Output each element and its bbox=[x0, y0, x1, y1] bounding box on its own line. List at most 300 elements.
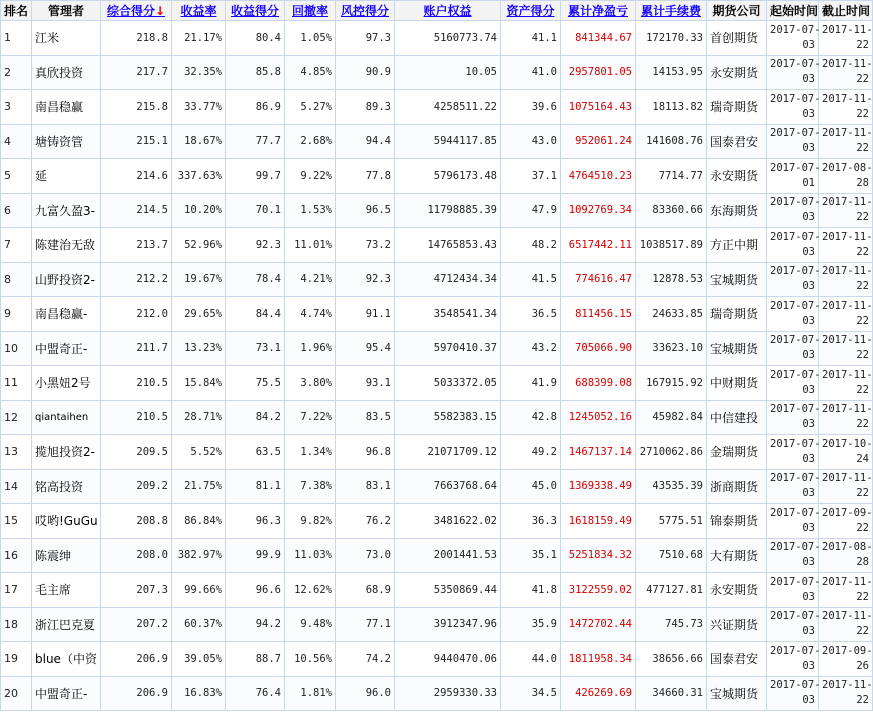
risk-score: 73.2 bbox=[336, 228, 395, 263]
return-score: 92.3 bbox=[226, 228, 285, 263]
header-label: 风控得分 bbox=[340, 4, 389, 18]
composite-score: 215.8 bbox=[101, 90, 172, 125]
composite-score: 206.9 bbox=[101, 642, 172, 677]
risk-score: 73.0 bbox=[336, 538, 395, 573]
manager-name[interactable]: 江米 bbox=[32, 21, 101, 56]
net-pnl: 2957801.05 bbox=[561, 55, 636, 90]
drawdown-rate: 1.05% bbox=[285, 21, 336, 56]
manager-name[interactable]: 哎哟!GuGu bbox=[32, 504, 101, 539]
start-date: 2017-07- 03 bbox=[767, 538, 819, 573]
table-row bbox=[1, 504, 873, 539]
risk-score: 77.1 bbox=[336, 607, 395, 642]
net-pnl: 1472702.44 bbox=[561, 607, 636, 642]
end-date: 2017-09- 26 bbox=[819, 642, 873, 677]
cumulative-fee: 172170.33 bbox=[636, 21, 707, 56]
table-row bbox=[1, 676, 873, 711]
asset-score: 49.2 bbox=[501, 435, 561, 470]
asset-score: 47.9 bbox=[501, 193, 561, 228]
asset-score: 35.1 bbox=[501, 538, 561, 573]
net-pnl: 426269.69 bbox=[561, 676, 636, 711]
end-date: 2017-11- 22 bbox=[819, 607, 873, 642]
cumulative-fee: 14153.95 bbox=[636, 55, 707, 90]
rank-cell: 10 bbox=[1, 331, 32, 366]
end-date: 2017-09- 22 bbox=[819, 504, 873, 539]
futures-company: 大有期货 bbox=[707, 538, 767, 573]
return-rate: 382.97% bbox=[172, 538, 226, 573]
manager-name[interactable]: 中盟奇正- bbox=[32, 331, 101, 366]
return-score: 75.5 bbox=[226, 366, 285, 401]
return-score: 88.7 bbox=[226, 642, 285, 677]
asset-score: 41.0 bbox=[501, 55, 561, 90]
risk-score: 83.1 bbox=[336, 469, 395, 504]
return-score: 99.7 bbox=[226, 159, 285, 194]
end-date: 2017-08- 28 bbox=[819, 538, 873, 573]
risk-score: 96.0 bbox=[336, 676, 395, 711]
drawdown-rate: 11.03% bbox=[285, 538, 336, 573]
end-date: 2017-11- 22 bbox=[819, 55, 873, 90]
manager-name[interactable]: 山野投资2- bbox=[32, 262, 101, 297]
table-row bbox=[1, 21, 873, 56]
table-row bbox=[1, 331, 873, 366]
net-pnl: 705066.90 bbox=[561, 331, 636, 366]
risk-score: 89.3 bbox=[336, 90, 395, 125]
drawdown-rate: 4.85% bbox=[285, 55, 336, 90]
risk-score: 83.5 bbox=[336, 400, 395, 435]
start-date: 2017-07- 03 bbox=[767, 193, 819, 228]
end-date: 2017-11- 22 bbox=[819, 331, 873, 366]
risk-score-header[interactable] bbox=[336, 1, 395, 21]
return-score: 86.9 bbox=[226, 90, 285, 125]
asset-score: 43.0 bbox=[501, 124, 561, 159]
table-row bbox=[1, 55, 873, 90]
manager-name[interactable]: 真欣投资 bbox=[32, 55, 101, 90]
start-date: 2017-07- 03 bbox=[767, 124, 819, 159]
header-label: 累计净盈亏 bbox=[567, 4, 628, 18]
composite-score: 210.5 bbox=[101, 366, 172, 401]
return-score: 96.3 bbox=[226, 504, 285, 539]
risk-score: 96.5 bbox=[336, 193, 395, 228]
header-label: 资产得分 bbox=[506, 4, 555, 18]
return-rate: 16.83% bbox=[172, 676, 226, 711]
header-label: 账户权益 bbox=[423, 4, 472, 18]
net-pnl: 5251834.32 bbox=[561, 538, 636, 573]
return-rate-header[interactable] bbox=[172, 1, 226, 21]
return-rate: 5.52% bbox=[172, 435, 226, 470]
return-rate: 13.23% bbox=[172, 331, 226, 366]
header-label: 累计手续费 bbox=[640, 4, 701, 18]
end-date: 2017-11- 22 bbox=[819, 366, 873, 401]
start-date: 2017-07- 03 bbox=[767, 504, 819, 539]
header-label: 排名 bbox=[4, 4, 29, 18]
table-body bbox=[1, 21, 873, 711]
asset-score: 43.2 bbox=[501, 331, 561, 366]
net-pnl: 4764510.23 bbox=[561, 159, 636, 194]
account-equity: 2001441.53 bbox=[395, 538, 501, 573]
rank-cell: 9 bbox=[1, 297, 32, 332]
composite-score: 206.9 bbox=[101, 676, 172, 711]
end-date: 2017-11- 22 bbox=[819, 228, 873, 263]
net-pnl: 1811958.34 bbox=[561, 642, 636, 677]
header-label: 起始时间 bbox=[770, 4, 819, 18]
table-row bbox=[1, 538, 873, 573]
net-pnl: 774616.47 bbox=[561, 262, 636, 297]
return-rate: 19.67% bbox=[172, 262, 226, 297]
futures-company: 永安期货 bbox=[707, 573, 767, 608]
risk-score: 92.3 bbox=[336, 262, 395, 297]
return-rate: 337.63% bbox=[172, 159, 226, 194]
header-label: 收益率 bbox=[180, 4, 217, 18]
risk-score: 90.9 bbox=[336, 55, 395, 90]
rank-cell: 3 bbox=[1, 90, 32, 125]
futures-company: 中财期货 bbox=[707, 366, 767, 401]
table-row bbox=[1, 469, 873, 504]
return-score: 85.8 bbox=[226, 55, 285, 90]
risk-score: 68.9 bbox=[336, 573, 395, 608]
asset-score: 35.9 bbox=[501, 607, 561, 642]
drawdown-rate: 7.38% bbox=[285, 469, 336, 504]
manager-name[interactable]: 毛主席 bbox=[32, 573, 101, 608]
account-equity: 14765853.43 bbox=[395, 228, 501, 263]
manager-name[interactable]: 延 bbox=[32, 159, 101, 194]
manager-name[interactable]: 陈震绅 bbox=[32, 538, 101, 573]
asset-score: 37.1 bbox=[501, 159, 561, 194]
composite-score: 208.0 bbox=[101, 538, 172, 573]
start-date: 2017-07- 01 bbox=[767, 159, 819, 194]
start-date: 2017-07- 03 bbox=[767, 573, 819, 608]
end-date: 2017-11- 22 bbox=[819, 573, 873, 608]
cumulative-fee: 34660.31 bbox=[636, 676, 707, 711]
futures-company: 永安期货 bbox=[707, 55, 767, 90]
start-date: 2017-07- 03 bbox=[767, 676, 819, 711]
start-date: 2017-07- 03 bbox=[767, 469, 819, 504]
futures-company: 首创期货 bbox=[707, 21, 767, 56]
futures-company: 瑞奇期货 bbox=[707, 297, 767, 332]
asset-score: 34.5 bbox=[501, 676, 561, 711]
cumulative-fee: 7510.68 bbox=[636, 538, 707, 573]
net-pnl: 1467137.14 bbox=[561, 435, 636, 470]
cumulative-fee: 745.73 bbox=[636, 607, 707, 642]
table-row bbox=[1, 366, 873, 401]
futures-company: 永安期货 bbox=[707, 159, 767, 194]
manager-name[interactable]: 塘铸资管 bbox=[32, 124, 101, 159]
return-score: 81.1 bbox=[226, 469, 285, 504]
cumulative-fee: 2710062.86 bbox=[636, 435, 707, 470]
futures-company: 国泰君安 bbox=[707, 124, 767, 159]
rank-cell: 14 bbox=[1, 469, 32, 504]
drawdown-rate: 1.81% bbox=[285, 676, 336, 711]
table-row bbox=[1, 124, 873, 159]
return-rate: 21.17% bbox=[172, 21, 226, 56]
drawdown-rate: 5.27% bbox=[285, 90, 336, 125]
net-pnl: 1075164.43 bbox=[561, 90, 636, 125]
rank-cell: 19 bbox=[1, 642, 32, 677]
composite-score: 207.3 bbox=[101, 573, 172, 608]
start-date: 2017-07- 03 bbox=[767, 642, 819, 677]
asset-score: 36.5 bbox=[501, 297, 561, 332]
start-date: 2017-07- 03 bbox=[767, 435, 819, 470]
futures-company: 浙商期货 bbox=[707, 469, 767, 504]
rank-cell: 17 bbox=[1, 573, 32, 608]
composite-score: 209.2 bbox=[101, 469, 172, 504]
asset-score: 41.8 bbox=[501, 573, 561, 608]
return-rate: 15.84% bbox=[172, 366, 226, 401]
cumulative-fee: 18113.82 bbox=[636, 90, 707, 125]
rank-cell: 13 bbox=[1, 435, 32, 470]
composite-score: 211.7 bbox=[101, 331, 172, 366]
return-score: 77.7 bbox=[226, 124, 285, 159]
asset-score: 48.2 bbox=[501, 228, 561, 263]
account-equity: 5796173.48 bbox=[395, 159, 501, 194]
rank-header bbox=[1, 1, 32, 21]
account-equity: 7663768.64 bbox=[395, 469, 501, 504]
account-equity: 4258511.22 bbox=[395, 90, 501, 125]
start-date: 2017-07- 03 bbox=[767, 228, 819, 263]
account-equity: 5350869.44 bbox=[395, 573, 501, 608]
cumulative-fee: 43535.39 bbox=[636, 469, 707, 504]
composite-score: 212.2 bbox=[101, 262, 172, 297]
return-score: 80.4 bbox=[226, 21, 285, 56]
net-pnl: 841344.67 bbox=[561, 21, 636, 56]
return-score: 73.1 bbox=[226, 331, 285, 366]
return-score: 96.6 bbox=[226, 573, 285, 608]
composite-score: 210.5 bbox=[101, 400, 172, 435]
rank-cell: 5 bbox=[1, 159, 32, 194]
composite-score: 212.0 bbox=[101, 297, 172, 332]
return-score: 78.4 bbox=[226, 262, 285, 297]
table-row bbox=[1, 193, 873, 228]
table-row bbox=[1, 400, 873, 435]
composite-score: 209.5 bbox=[101, 435, 172, 470]
account-equity: 21071709.12 bbox=[395, 435, 501, 470]
cumulative-fee: 477127.81 bbox=[636, 573, 707, 608]
table-row bbox=[1, 642, 873, 677]
asset-score: 39.6 bbox=[501, 90, 561, 125]
return-score-header[interactable] bbox=[226, 1, 285, 21]
return-rate: 99.66% bbox=[172, 573, 226, 608]
start-date: 2017-07- 03 bbox=[767, 90, 819, 125]
drawdown-rate: 9.48% bbox=[285, 607, 336, 642]
header-label: 管理者 bbox=[47, 4, 84, 18]
asset-score-header[interactable] bbox=[501, 1, 561, 21]
futures-company: 方正中期 bbox=[707, 228, 767, 263]
account-equity: 5970410.37 bbox=[395, 331, 501, 366]
end-date: 2017-11- 22 bbox=[819, 124, 873, 159]
end-time-header bbox=[819, 1, 873, 21]
cumulative-fee: 7714.77 bbox=[636, 159, 707, 194]
composite-score: 213.7 bbox=[101, 228, 172, 263]
manager-name[interactable]: 中盟奇正- bbox=[32, 676, 101, 711]
futures-company: 兴证期货 bbox=[707, 607, 767, 642]
header-label: 截止时间 bbox=[822, 4, 871, 18]
return-rate: 32.35% bbox=[172, 55, 226, 90]
drawdown-rate: 1.53% bbox=[285, 193, 336, 228]
start-date: 2017-07- 03 bbox=[767, 262, 819, 297]
composite-score: 218.8 bbox=[101, 21, 172, 56]
manager-name[interactable]: qiantaihen bbox=[32, 400, 101, 435]
risk-score: 97.3 bbox=[336, 21, 395, 56]
start-date: 2017-07- 03 bbox=[767, 331, 819, 366]
manager-name[interactable]: 南昌稳赢 bbox=[32, 90, 101, 125]
manager-name[interactable]: 九富久盈3- bbox=[32, 193, 101, 228]
drawdown-rate: 2.68% bbox=[285, 124, 336, 159]
start-date: 2017-07- 03 bbox=[767, 607, 819, 642]
rank-cell: 6 bbox=[1, 193, 32, 228]
rank-cell: 12 bbox=[1, 400, 32, 435]
composite-score: 214.6 bbox=[101, 159, 172, 194]
risk-score: 94.4 bbox=[336, 124, 395, 159]
account-equity: 10.05 bbox=[395, 55, 501, 90]
header-row bbox=[1, 1, 873, 21]
end-date: 2017-11- 22 bbox=[819, 193, 873, 228]
drawdown-header[interactable] bbox=[285, 1, 336, 21]
cumulative-fee: 45982.84 bbox=[636, 400, 707, 435]
futures-company: 锦泰期货 bbox=[707, 504, 767, 539]
composite-score: 215.1 bbox=[101, 124, 172, 159]
rank-cell: 11 bbox=[1, 366, 32, 401]
fee-header[interactable] bbox=[636, 1, 707, 21]
table-row bbox=[1, 607, 873, 642]
rank-cell: 7 bbox=[1, 228, 32, 263]
net-pnl: 3122559.02 bbox=[561, 573, 636, 608]
futures-company-header bbox=[707, 1, 767, 21]
manager-name[interactable]: 浙江巴克夏 bbox=[32, 607, 101, 642]
table-row bbox=[1, 573, 873, 608]
asset-score: 41.9 bbox=[501, 366, 561, 401]
rank-cell: 2 bbox=[1, 55, 32, 90]
return-score: 84.4 bbox=[226, 297, 285, 332]
net-pnl: 952061.24 bbox=[561, 124, 636, 159]
drawdown-rate: 9.82% bbox=[285, 504, 336, 539]
header-label: 期货公司 bbox=[712, 4, 761, 18]
account-equity: 3481622.02 bbox=[395, 504, 501, 539]
rank-cell: 1 bbox=[1, 21, 32, 56]
rank-cell: 20 bbox=[1, 676, 32, 711]
net-pnl: 688399.08 bbox=[561, 366, 636, 401]
return-rate: 60.37% bbox=[172, 607, 226, 642]
manager-name[interactable]: 铭高投资 bbox=[32, 469, 101, 504]
risk-score: 95.4 bbox=[336, 331, 395, 366]
composite-score: 217.7 bbox=[101, 55, 172, 90]
account-equity: 5160773.74 bbox=[395, 21, 501, 56]
header-label: 收益得分 bbox=[230, 4, 279, 18]
table-row bbox=[1, 90, 873, 125]
table-row bbox=[1, 435, 873, 470]
return-score: 84.2 bbox=[226, 400, 285, 435]
net-pnl-header[interactable] bbox=[561, 1, 636, 21]
account-equity: 5033372.05 bbox=[395, 366, 501, 401]
rank-cell: 4 bbox=[1, 124, 32, 159]
risk-score: 91.1 bbox=[336, 297, 395, 332]
table-row bbox=[1, 228, 873, 263]
risk-score: 96.8 bbox=[336, 435, 395, 470]
account-equity: 3912347.96 bbox=[395, 607, 501, 642]
start-date: 2017-07- 03 bbox=[767, 55, 819, 90]
return-rate: 29.65% bbox=[172, 297, 226, 332]
cumulative-fee: 33623.10 bbox=[636, 331, 707, 366]
cumulative-fee: 167915.92 bbox=[636, 366, 707, 401]
end-date: 2017-11- 22 bbox=[819, 297, 873, 332]
composite-score-header[interactable] bbox=[101, 1, 172, 21]
futures-company: 宝城期货 bbox=[707, 331, 767, 366]
account-equity: 5582383.15 bbox=[395, 400, 501, 435]
header-label: 回撤率 bbox=[291, 4, 328, 18]
return-rate: 28.71% bbox=[172, 400, 226, 435]
net-pnl: 1369338.49 bbox=[561, 469, 636, 504]
futures-company: 国泰君安 bbox=[707, 642, 767, 677]
manager-header bbox=[32, 1, 101, 21]
net-pnl: 1092769.34 bbox=[561, 193, 636, 228]
manager-name[interactable]: 揽旭投资2- bbox=[32, 435, 101, 470]
drawdown-rate: 11.01% bbox=[285, 228, 336, 263]
rank-cell: 18 bbox=[1, 607, 32, 642]
account-equity: 5944117.85 bbox=[395, 124, 501, 159]
risk-score: 76.2 bbox=[336, 504, 395, 539]
asset-score: 41.5 bbox=[501, 262, 561, 297]
rank-cell: 8 bbox=[1, 262, 32, 297]
cumulative-fee: 24633.85 bbox=[636, 297, 707, 332]
asset-score: 44.0 bbox=[501, 642, 561, 677]
sort-desc-arrow-icon[interactable]: ↓ bbox=[154, 4, 166, 18]
futures-company: 东海期货 bbox=[707, 193, 767, 228]
table-row bbox=[1, 297, 873, 332]
return-score: 70.1 bbox=[226, 193, 285, 228]
end-date: 2017-11- 22 bbox=[819, 262, 873, 297]
net-pnl: 6517442.11 bbox=[561, 228, 636, 263]
end-date: 2017-11- 22 bbox=[819, 676, 873, 711]
manager-name[interactable]: 陈建治无敌 bbox=[32, 228, 101, 263]
drawdown-rate: 3.80% bbox=[285, 366, 336, 401]
cumulative-fee: 141608.76 bbox=[636, 124, 707, 159]
futures-company: 金瑞期货 bbox=[707, 435, 767, 470]
account-equity: 11798885.39 bbox=[395, 193, 501, 228]
equity-header[interactable] bbox=[395, 1, 501, 21]
asset-score: 41.1 bbox=[501, 21, 561, 56]
return-rate: 52.96% bbox=[172, 228, 226, 263]
return-rate: 10.20% bbox=[172, 193, 226, 228]
account-equity: 2959330.33 bbox=[395, 676, 501, 711]
drawdown-rate: 10.56% bbox=[285, 642, 336, 677]
futures-company: 宝城期货 bbox=[707, 262, 767, 297]
rank-cell: 16 bbox=[1, 538, 32, 573]
end-date: 2017-11- 22 bbox=[819, 400, 873, 435]
risk-score: 77.8 bbox=[336, 159, 395, 194]
start-date: 2017-07- 03 bbox=[767, 400, 819, 435]
return-score: 94.2 bbox=[226, 607, 285, 642]
risk-score: 74.2 bbox=[336, 642, 395, 677]
start-date: 2017-07- 03 bbox=[767, 366, 819, 401]
composite-score: 207.2 bbox=[101, 607, 172, 642]
net-pnl: 1245052.16 bbox=[561, 400, 636, 435]
return-score: 63.5 bbox=[226, 435, 285, 470]
end-date: 2017-08- 28 bbox=[819, 159, 873, 194]
manager-name[interactable]: 南昌稳赢- bbox=[32, 297, 101, 332]
composite-score: 214.5 bbox=[101, 193, 172, 228]
manager-name[interactable]: 小黑妞2号 bbox=[32, 366, 101, 401]
manager-name[interactable]: blue（中资 bbox=[32, 642, 101, 677]
cumulative-fee: 83360.66 bbox=[636, 193, 707, 228]
return-rate: 39.05% bbox=[172, 642, 226, 677]
return-rate: 21.75% bbox=[172, 469, 226, 504]
drawdown-rate: 4.74% bbox=[285, 297, 336, 332]
rank-cell: 15 bbox=[1, 504, 32, 539]
drawdown-rate: 4.21% bbox=[285, 262, 336, 297]
cumulative-fee: 12878.53 bbox=[636, 262, 707, 297]
header-label: 综合得分 bbox=[106, 4, 155, 18]
end-date: 2017-11- 22 bbox=[819, 469, 873, 504]
drawdown-rate: 1.96% bbox=[285, 331, 336, 366]
risk-score: 93.1 bbox=[336, 366, 395, 401]
table-row bbox=[1, 262, 873, 297]
